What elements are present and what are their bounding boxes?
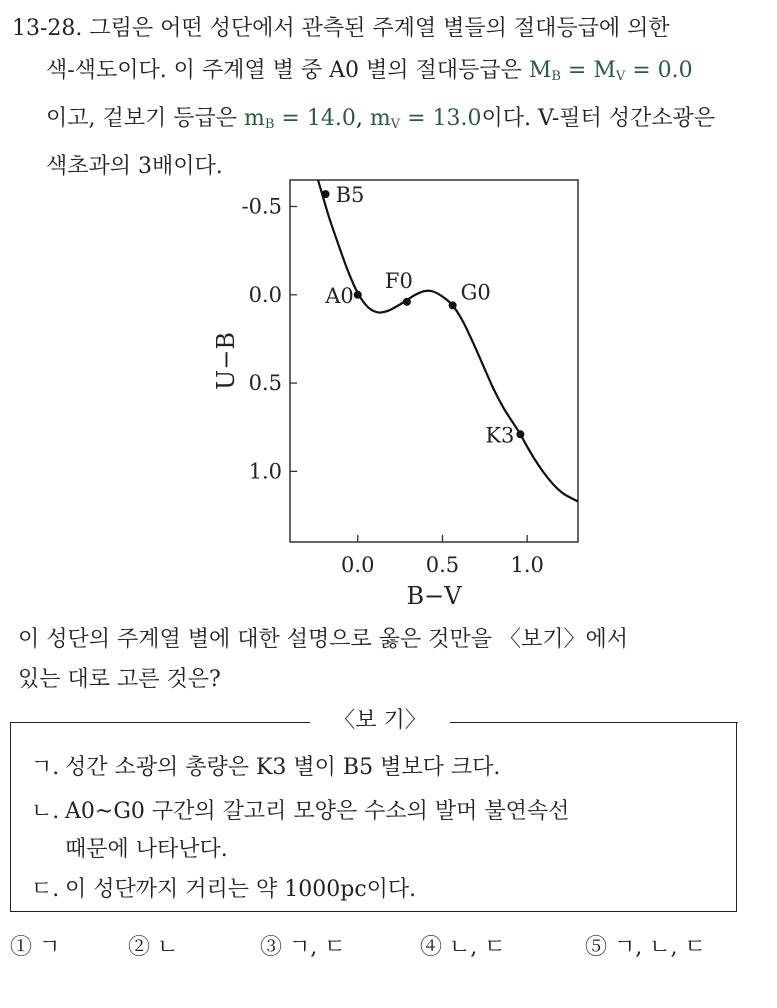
x-axis-label: B−V [406, 582, 462, 610]
choice-1[interactable]: ① ㄱ [10, 935, 61, 960]
example-item-2-cont [65, 832, 228, 863]
example-item-3 [31, 872, 416, 903]
stem-text-1: 그림은 어떤 성단에서 관측된 주계열 별들의 절대등급에 의한 [89, 16, 670, 41]
item-text: 이 성단까지 거리는 약 1000pc이다. [65, 877, 417, 902]
point-label-g0: G0 [460, 280, 491, 305]
item-text-cont: 때문에 나타난다. [65, 837, 228, 862]
example-box [10, 722, 737, 912]
y-tick-label: -0.5 [241, 194, 282, 219]
problem-number: 13-28. [12, 16, 83, 41]
point-k3 [516, 430, 524, 438]
stem-text-2: 색-색도이다. 이 주계열 별 중 A0 별의 절대등급은 [46, 58, 522, 83]
point-label-a0: A0 [325, 283, 354, 308]
point-label-k3: K3 [485, 423, 515, 448]
choice-4[interactable]: ④ ㄴ, ㄷ [420, 935, 506, 960]
stem-line-3 [12, 98, 772, 146]
choice-3[interactable]: ③ ㄱ, ㄷ [260, 935, 346, 960]
example-item-2 [31, 794, 569, 825]
main-sequence-curve [315, 171, 578, 501]
answer-choices [10, 930, 770, 960]
apparent-mv-equation: $m_V = 13.0$ [369, 106, 482, 132]
x-tick-label: 0.5 [425, 553, 460, 577]
box-title: 〈보 기〉 [310, 706, 450, 736]
question [18, 620, 628, 700]
stem-line-1 [12, 8, 772, 50]
x-tick-label: 1.0 [510, 553, 544, 577]
item-mark: ㄴ. [31, 799, 60, 824]
color-color-diagram [200, 170, 600, 610]
choice-5[interactable]: ⑤ ㄱ, ㄴ, ㄷ [585, 935, 706, 960]
x-tick-label: 0.0 [341, 553, 375, 577]
question-line-1: 이 성단의 주계열 별에 대한 설명으로 옳은 것만을 〈보기〉에서 [18, 627, 628, 652]
absolute-magnitude-equation: $M_B = M_V = 0.0$ [528, 58, 693, 84]
point-b5 [322, 190, 330, 198]
stem-line-2 [12, 50, 772, 98]
choice-2[interactable]: ② ㄴ [128, 935, 179, 960]
stem-text-3: 이고, 겉보기 등급은 [46, 106, 237, 131]
item-mark: ㄱ. [31, 755, 60, 780]
apparent-mb-equation: $m_B = 14.0$ [244, 106, 356, 132]
y-axis-label: U−B [212, 332, 240, 390]
y-tick-label: 0.5 [248, 371, 282, 396]
point-a0 [354, 291, 362, 299]
item-text: A0~G0 구간의 갈고리 모양은 수소의 발머 불연속선 [65, 799, 570, 824]
stem-separator: , [355, 106, 363, 131]
plot-frame [290, 180, 578, 542]
question-line-2: 있는 대로 고른 것은? [18, 667, 221, 692]
point-label-f0: F0 [384, 268, 413, 293]
example-item-1 [31, 750, 500, 781]
stem-text-3b: 이다. V-필터 성간소광은 [481, 106, 716, 131]
problem-stem [12, 8, 772, 188]
item-text: 성간 소광의 총량은 K3 별이 B5 별보다 크다. [65, 755, 501, 780]
y-tick-label: 1.0 [248, 459, 282, 484]
point-label-b5: B5 [335, 183, 365, 208]
stem-text-4: 색초과의 3배이다. [46, 154, 223, 179]
y-tick-label: 0.0 [248, 282, 282, 307]
item-mark: ㄷ. [31, 877, 60, 902]
point-f0 [403, 298, 411, 306]
point-g0 [449, 301, 457, 309]
